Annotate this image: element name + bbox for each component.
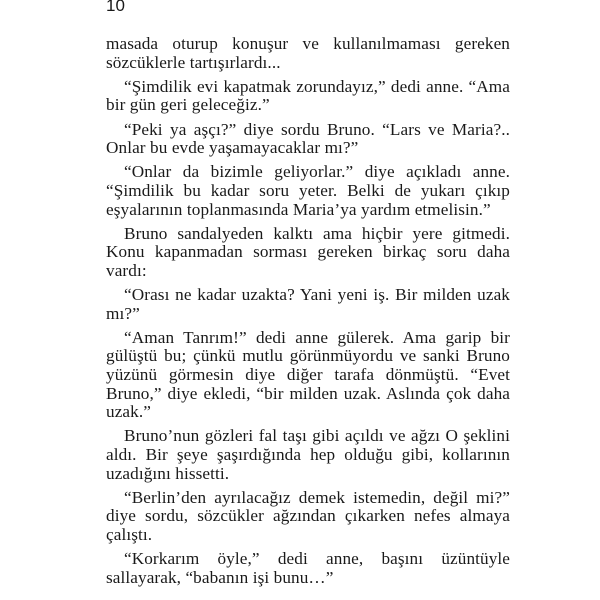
paragraph: “Peki ya aşçı?” diye sordu Bruno. “Lars ve Maria?.. Onlar bu evde yaşamayacaklar mı?”	[106, 119, 510, 158]
paragraph: “Orası ne kadar uzakta? Yani yeni iş. Bir milden uzak mı?”	[106, 285, 510, 323]
paragraph: Bruno sandalyeden kalktı ama hiçbir yere gitmedi. Konu kapanmadan sorması gereken birkaç soru daha vardı:	[106, 223, 510, 280]
paragraph: “Korkarım öyle,” dedi anne, başını üzüntüyle sallayarak, “babanın işi bunu…”	[106, 549, 510, 587]
paragraph: masada oturup konuşur ve kullanılmaması gereken sözcüklerle tartışırlardı...	[106, 34, 510, 72]
paragraph: Bruno’nun gözleri fal taşı gibi açıldı ve ağzı O şeklini aldı. Bir şeye şaşırdığında hep olduğu gibi, kollarının uzadığını hissetti.	[106, 426, 510, 483]
paragraph: “Berlin’den ayrılacağız demek istemedin, değil mi?” diye sordu, sözcükler ağzından çıkarken nefes almaya çalıştı.	[106, 487, 510, 544]
paragraph: “Aman Tanrım!” dedi anne gülerek. Ama garip bir gülüştü bu; çünkü mutlu görünmüyordu ve sanki Bruno yüzünü görmesin diye diğer tarafa dönmüştü. “Evet Bruno,” diye ekledi, “bir milden uzak. Aslında çok daha uzak.”	[106, 327, 510, 422]
paragraph: “Şimdilik evi kapatmak zorundayız,” dedi anne. “Ama bir gün geri geleceğiz.”	[106, 76, 510, 115]
page-number: 10	[106, 0, 125, 15]
page-body	[106, 35, 510, 593]
paragraph: “Onlar da bizimle geliyorlar.” diye açıkladı anne. “Şimdilik bu kadar soru yeter. Belki de yukarı çıkıp eşyalarının toplanmasında Maria’ya yardım etmelisin.”	[106, 162, 510, 219]
